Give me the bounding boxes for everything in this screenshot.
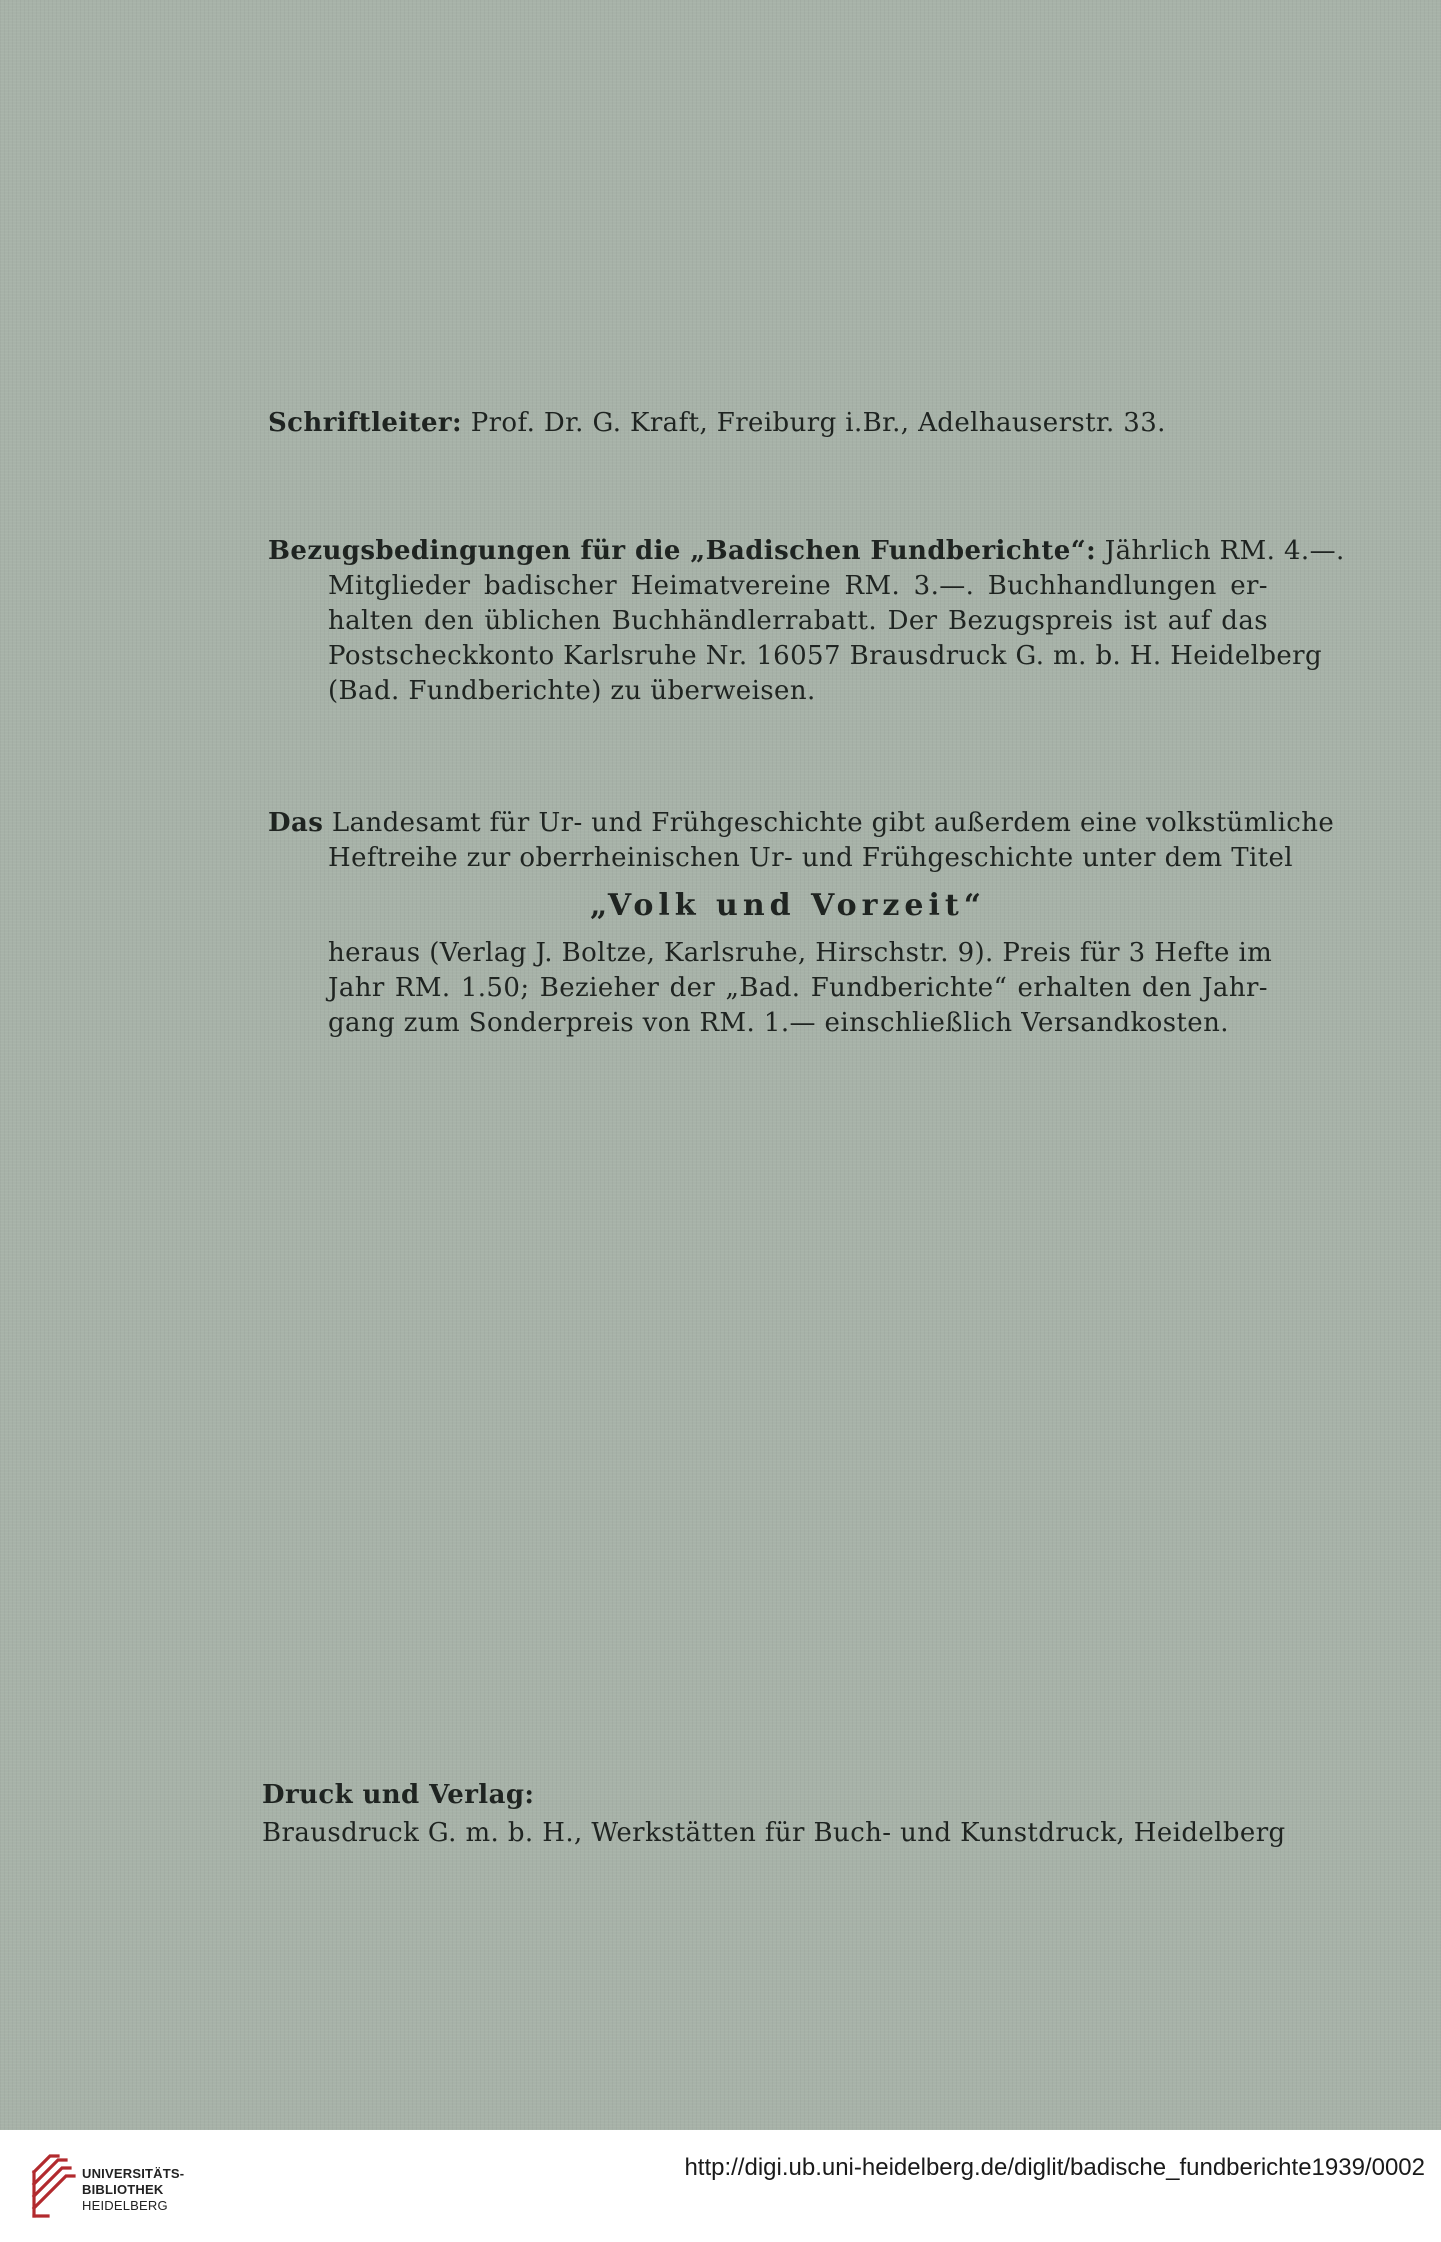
footer-bar xyxy=(0,2130,1441,2242)
subscription-line-4: Postscheckkonto Karlsruhe Nr. 16057 Brausdruck G. m. b. H. Heidelberg xyxy=(328,641,1323,671)
series-line-1 xyxy=(268,808,1335,838)
printing-text: Brausdruck G. m. b. H., Werkstätten für Buch- und Kunstdruck, Heidelberg xyxy=(262,1818,1286,1848)
subscription-line-1 xyxy=(268,536,1345,566)
subscription-line-5: (Bad. Fundberichte) zu überweisen. xyxy=(328,676,816,706)
subscription-line-2: Mitglieder badischer Heimatvereine RM. 3.—. Buchhandlungen er- xyxy=(328,571,1268,601)
source-url-link[interactable]: http://digi.ub.uni-heidelberg.de/diglit/badische_fundberichte1939/0002 xyxy=(684,2154,1425,2181)
series-line-1-text: Landesamt für Ur- und Frühgeschichte gibt außerdem eine volkstümliche xyxy=(331,808,1335,838)
logo-text-line-3: HEIDELBERG xyxy=(82,2198,168,2213)
editor-line xyxy=(268,408,1166,438)
logo-text-line-1: UNIVERSITÄTS- xyxy=(82,2166,185,2181)
subscription-price: Jährlich RM. 4.—. xyxy=(1104,536,1345,566)
editor-text: Prof. Dr. G. Kraft, Freiburg i.Br., Adelhauserstr. 33. xyxy=(470,408,1166,438)
series-line-2: Heftreihe zur oberrheinischen Ur- und Frühgeschichte unter dem Titel xyxy=(328,843,1294,873)
series-label: Das xyxy=(268,808,324,838)
logo-text-line-2: BIBLIOTHEK xyxy=(82,2182,164,2197)
series-line-4: Jahr RM. 1.50; Bezieher der „Bad. Fundberichte“ erhalten den Jahr- xyxy=(328,973,1268,1003)
subscription-label: Bezugsbedingungen für die „Badischen Fundberichte“: xyxy=(268,536,1097,566)
series-line-5: gang zum Sonderpreis von RM. 1.— einschließlich Versandkosten. xyxy=(328,1008,1229,1038)
subscription-line-3: halten den üblichen Buchhändlerrabatt. Der Bezugspreis ist auf das xyxy=(328,606,1268,636)
editor-label: Schriftleiter: xyxy=(268,408,463,438)
series-title: „Volk und Vorzeit“ xyxy=(590,888,987,923)
university-library-logo-icon xyxy=(28,2150,90,2222)
series-line-3: heraus (Verlag J. Boltze, Karlsruhe, Hirschstr. 9). Preis für 3 Hefte im xyxy=(328,938,1273,968)
printing-label: Druck und Verlag: xyxy=(262,1780,535,1810)
